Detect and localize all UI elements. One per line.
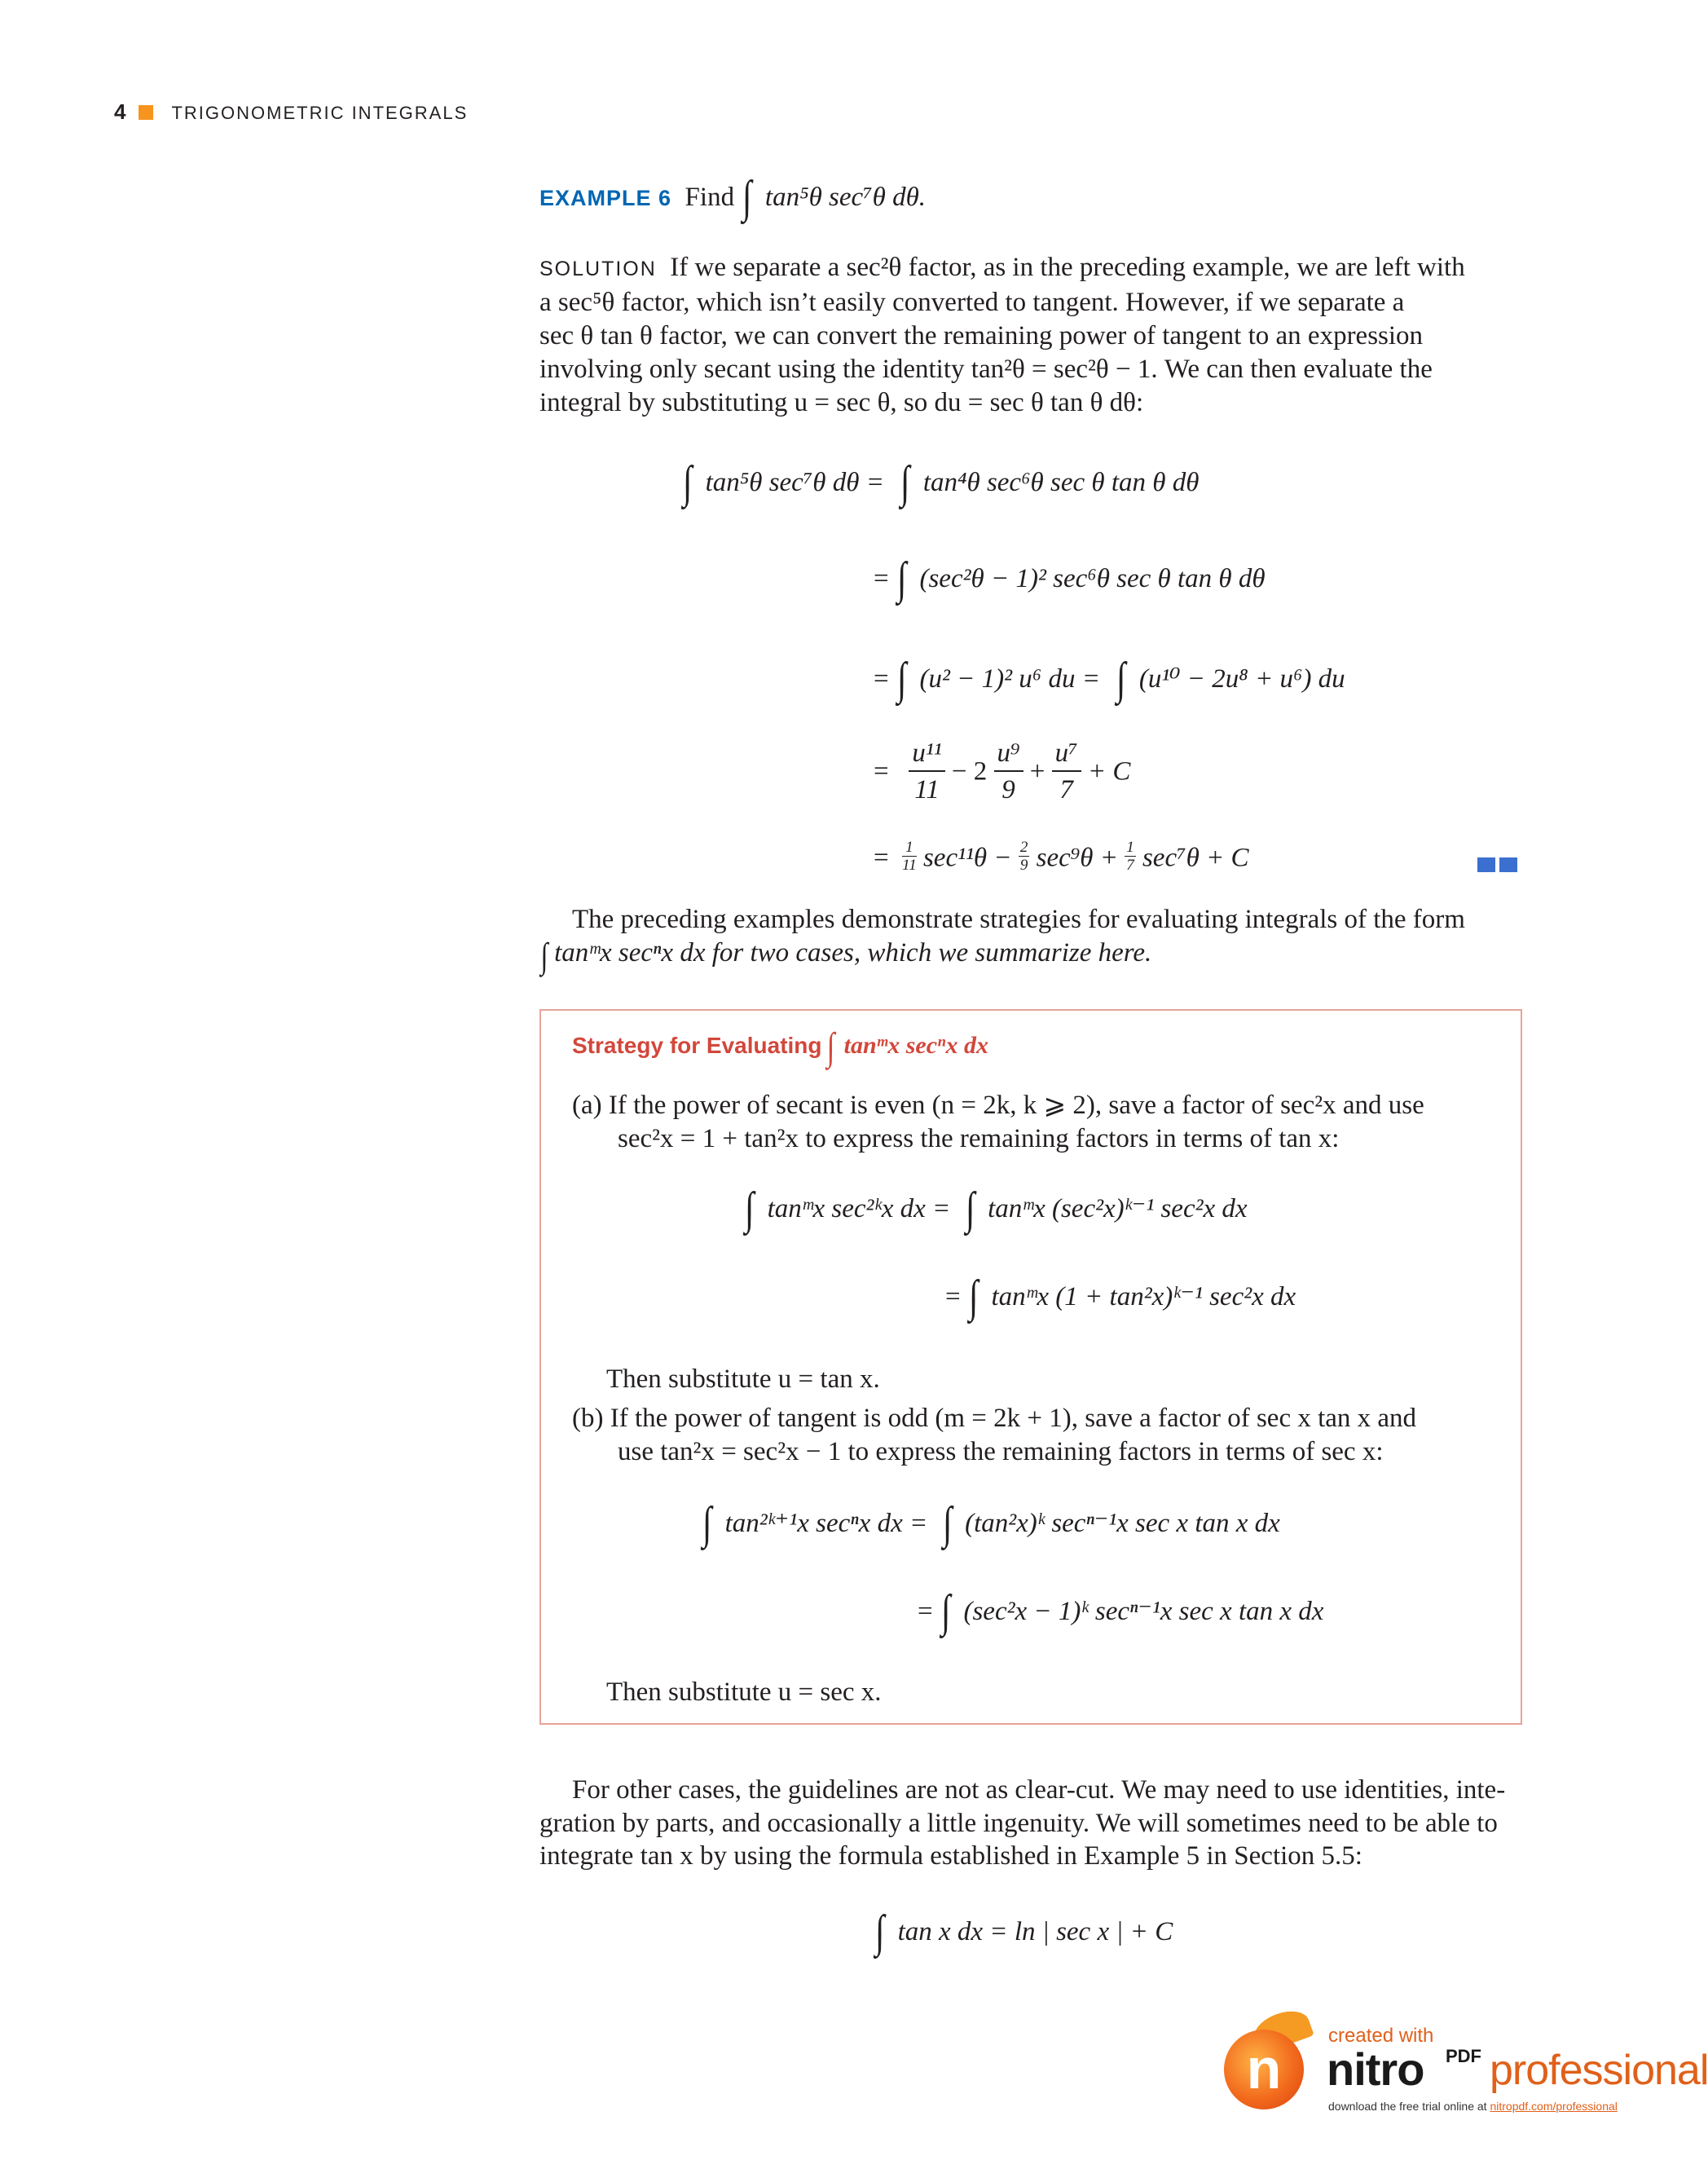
case-a-line-1: (a) If the power of secant is even (n = 2k, k ⩾ 2), save a factor of sec²x and use xyxy=(572,1091,1424,1120)
example-find: Find xyxy=(685,183,735,212)
summary-paragraph xyxy=(539,903,1522,976)
derivation-line-5: = $\frac{1}{11}$ sec¹¹θ − $\frac{2}{9}$ sec⁹θ + $\frac{1}{7}$ sec⁷θ + C xyxy=(874,839,1249,874)
operator: + xyxy=(1029,756,1045,787)
download-link[interactable]: nitropdf.com/professional xyxy=(1490,2100,1618,2113)
integral-sign-icon: ∫ xyxy=(742,172,752,223)
derivation-line-4: = $\frac{\text{u¹¹}}{11}$ − 2 $\frac{\text{u⁹}}{9}$ + $\frac{\text{u⁷}}{7}$ + C xyxy=(874,738,1131,804)
example-label: EXAMPLE 6 xyxy=(539,186,672,210)
strategy-case-a xyxy=(572,1089,1424,1156)
solution-label: SOLUTION xyxy=(539,258,657,280)
solution-line: sec θ tan θ factor, we can convert the remaining power of tangent to an expression xyxy=(539,321,1424,350)
derivation-lhs: tan⁵θ sec⁷θ dθ = xyxy=(705,468,884,497)
integral-sign-icon: ∫ xyxy=(968,1272,979,1322)
term: sec¹¹θ − xyxy=(922,843,1012,873)
integral-sign-icon: ∫ xyxy=(965,1184,975,1234)
summary-line-1: The preceding examples demonstrate strategies for evaluating integrals of the form xyxy=(572,905,1465,934)
case-a-then: Then substitute u = tan x. xyxy=(606,1364,880,1394)
fraction: $\frac{\text{u⁷}}{7}$ xyxy=(1052,740,1081,804)
case-a-equation-2: = ∫ tanᵐx (1 + tan²x)ᵏ⁻¹ sec²x dx xyxy=(945,1272,1296,1322)
integral-sign-icon: ∫ xyxy=(942,1498,952,1549)
case-b-eq1-rhs: (tan²x)ᵏ secⁿ⁻¹x sec x tan x dx xyxy=(965,1509,1280,1538)
derivation-line-1 xyxy=(681,457,1200,508)
case-b-equation-1 xyxy=(701,1498,1280,1549)
running-header xyxy=(114,99,468,125)
end-of-example-mark xyxy=(1499,857,1517,872)
watermark-pdf: PDF xyxy=(1446,2046,1481,2066)
fraction: $\frac{\text{u⁹}}{9}$ xyxy=(994,740,1023,804)
derivation-line-2: = ∫ (sec²θ − 1)² sec⁶θ sec θ tan θ dθ xyxy=(874,553,1266,604)
case-b-line-1: (b) If the power of tangent is odd (m = 2k + 1), save a factor of sec x tan x and xyxy=(572,1404,1417,1433)
integral-sign-icon: ∫ xyxy=(900,457,910,508)
final-paragraph xyxy=(539,1774,1522,1873)
final-line: For other cases, the guidelines are not as clear-cut. We may need to use identities, inte- xyxy=(572,1775,1506,1805)
case-a-equation-1 xyxy=(743,1184,1248,1234)
integral-sign-icon: ∫ xyxy=(682,457,693,508)
case-a-eq1-rhs: tanᵐx (sec²x)ᵏ⁻¹ sec²x dx xyxy=(988,1194,1248,1223)
strategy-case-b xyxy=(572,1402,1416,1469)
nitro-logo-icon: n xyxy=(1224,2030,1304,2109)
case-b-eq2-rhs: (sec²x − 1)ᵏ secⁿ⁻¹x sec x tan x dx xyxy=(963,1597,1324,1626)
page-number: 4 xyxy=(114,99,128,124)
integral-sign-icon: ∫ xyxy=(874,1907,885,1957)
integral-sign-icon: ∫ xyxy=(744,1184,755,1234)
integral-sign-icon: ∫ xyxy=(896,553,907,604)
derivation-step2: (sec²θ − 1)² sec⁶θ sec θ tan θ dθ xyxy=(919,564,1266,593)
term: sec⁷θ + C xyxy=(1142,843,1249,873)
watermark-download xyxy=(1328,2100,1618,2113)
strategy-title xyxy=(572,1025,988,1069)
solution-line: If we separate a sec²θ factor, as in the preceding example, we are left with xyxy=(670,253,1465,282)
watermark-edition: professional xyxy=(1490,2047,1708,2094)
term: sec⁹θ + xyxy=(1036,843,1118,873)
solution-paragraph xyxy=(539,251,1465,420)
solution-line: a sec⁵θ factor, which isn’t easily converted to tangent. However, if we separate a xyxy=(539,288,1405,317)
example-heading xyxy=(539,172,927,223)
integral-sign-icon: ∫ xyxy=(540,935,548,976)
constant: + C xyxy=(1087,756,1131,787)
operator: − 2 xyxy=(951,756,988,787)
derivation-step1: tan⁴θ sec⁶θ sec θ tan θ dθ xyxy=(922,468,1200,497)
integral-sign-icon: ∫ xyxy=(940,1586,951,1637)
small-fraction: $\frac{2}{9}$ xyxy=(1019,839,1028,874)
solution-line: involving only secant using the identity tan²θ = sec²θ − 1. We can then evaluate the xyxy=(539,355,1433,384)
header-square-icon xyxy=(139,105,153,120)
case-b-equation-2: = ∫ (sec²x − 1)ᵏ secⁿ⁻¹x sec x tan x dx xyxy=(918,1586,1324,1637)
end-of-example-mark xyxy=(1477,857,1495,872)
case-a-line-2: sec²x = 1 + tan²x to express the remaining factors in terms of tan x: xyxy=(618,1124,1340,1153)
strategy-title-integral: tanᵐx secⁿx dx xyxy=(843,1032,988,1059)
integral-sign-icon: ∫ xyxy=(702,1498,712,1549)
derivation-step3a: (u² − 1)² u⁶ du = xyxy=(919,664,1100,694)
integral-sign-icon: ∫ xyxy=(1116,654,1126,704)
strategy-title-text: Strategy for Evaluating xyxy=(572,1033,822,1058)
final-formula-text: tan x dx = ln | sec x | + C xyxy=(897,1917,1173,1946)
watermark-brand: nitro xyxy=(1327,2043,1424,2095)
case-b-line-2: use tan²x = sec²x − 1 to express the remaining factors in terms of sec x: xyxy=(618,1437,1384,1466)
derivation-line-3: = ∫ (u² − 1)² u⁶ du = ∫ (u¹⁰ − 2u⁸ + u⁶) du xyxy=(874,654,1345,704)
fraction: $\frac{\text{u¹¹}}{11}$ xyxy=(909,740,944,804)
running-title: TRIGONOMETRIC INTEGRALS xyxy=(171,103,469,123)
example-integral: tan⁵θ sec⁷θ dθ. xyxy=(764,183,927,212)
case-b-then: Then substitute u = sec x. xyxy=(606,1677,882,1707)
integral-sign-icon: ∫ xyxy=(826,1025,835,1069)
case-a-eq1-lhs: tanᵐx sec²ᵏx dx = xyxy=(767,1194,951,1223)
final-line: gration by parts, and occasionally a little ingenuity. We will sometimes need to be able to xyxy=(539,1808,1498,1838)
small-fraction: $\frac{1}{11}$ xyxy=(902,839,917,874)
integral-sign-icon: ∫ xyxy=(896,654,907,704)
watermark-created: created with xyxy=(1328,2025,1434,2047)
case-a-eq2-rhs: tanᵐx (1 + tan²x)ᵏ⁻¹ sec²x dx xyxy=(991,1282,1296,1311)
nitro-watermark xyxy=(1221,2013,1708,2119)
derivation-step3b: (u¹⁰ − 2u⁸ + u⁶) du xyxy=(1138,664,1345,694)
summary-line-2: tanᵐx secⁿx dx for two cases, which we summarize here. xyxy=(554,937,1152,968)
solution-line: integral by substituting u = sec θ, so du = sec θ tan θ dθ: xyxy=(539,388,1144,417)
final-formula xyxy=(874,1907,1173,1957)
small-fraction: $\frac{1}{7}$ xyxy=(1126,839,1134,874)
final-line: integrate tan x by using the formula established in Example 5 in Section 5.5: xyxy=(539,1841,1362,1871)
download-text: download the free trial online at xyxy=(1328,2100,1487,2113)
case-b-eq1-lhs: tan²ᵏ⁺¹x secⁿx dx = xyxy=(724,1509,928,1538)
